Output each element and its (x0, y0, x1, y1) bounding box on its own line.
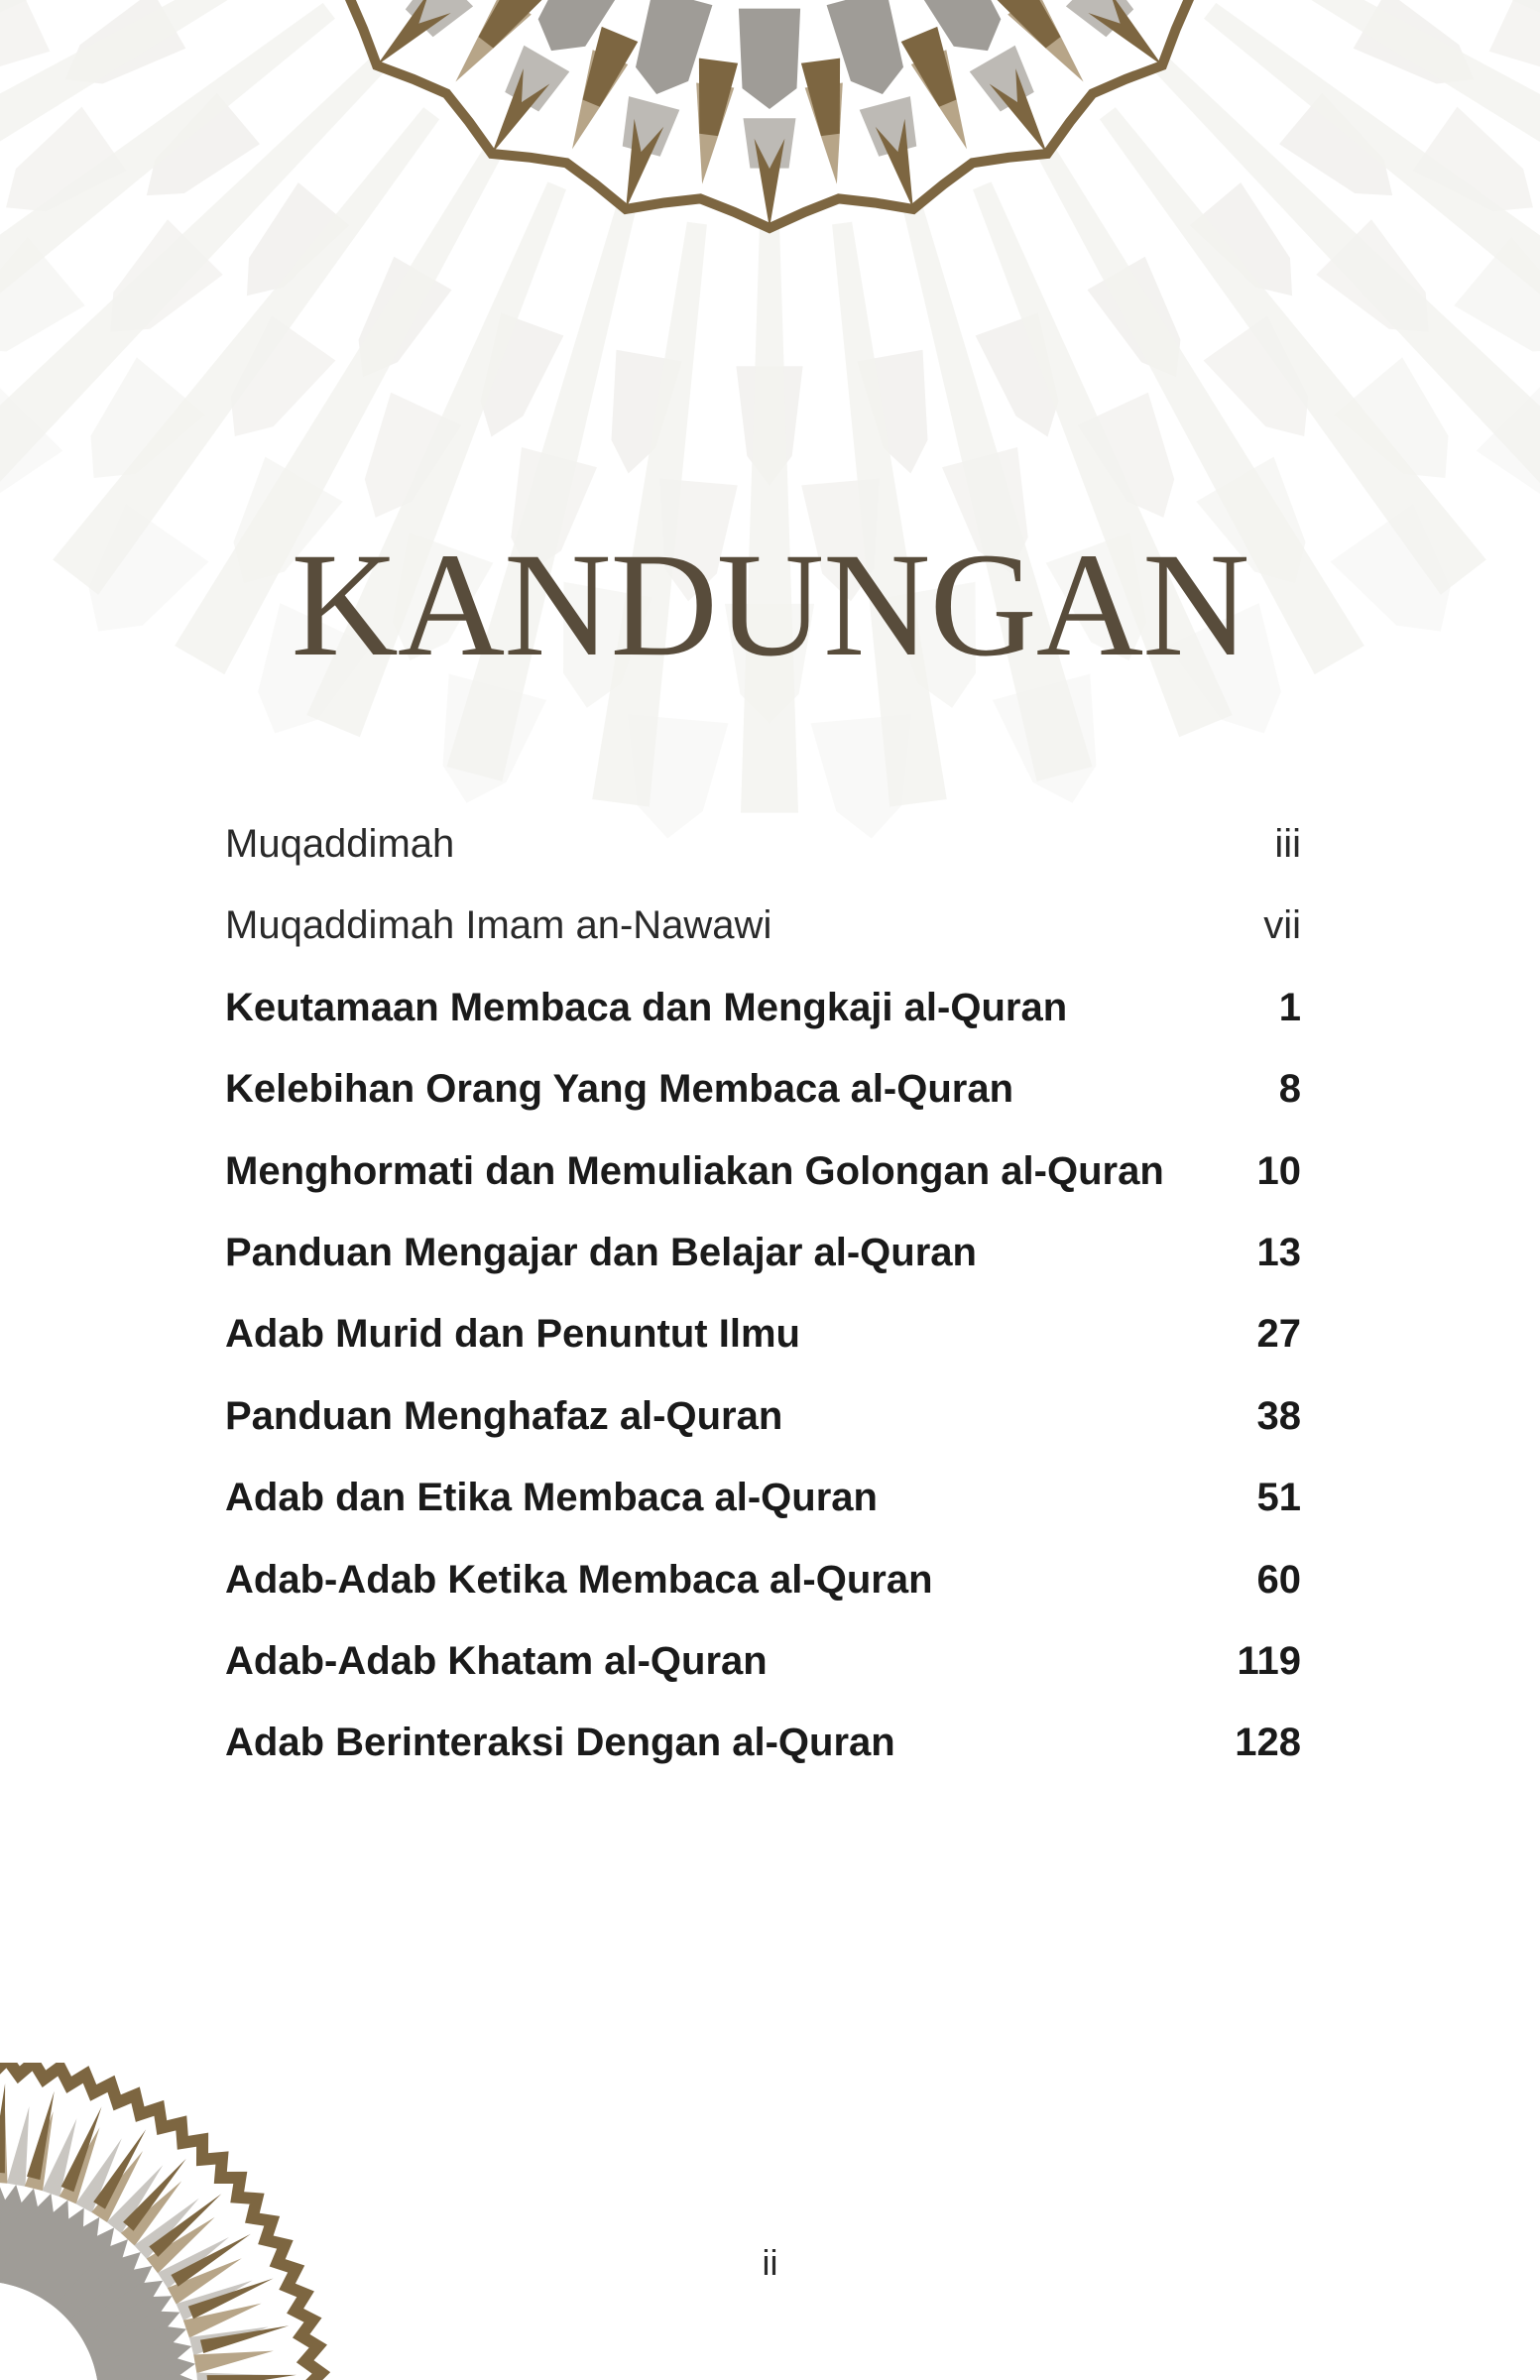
toc-entry-page: 10 (1256, 1148, 1301, 1193)
toc-entry-label: Keutamaan Membaca dan Mengkaji al-Quran (225, 985, 1068, 1029)
toc-entry[interactable] (225, 1212, 1301, 1293)
toc-entry[interactable] (225, 1457, 1301, 1538)
toc-entry-label: Menghormati dan Memuliakan Golongan al-Quran (225, 1148, 1164, 1193)
toc-entry[interactable] (225, 1048, 1301, 1130)
toc-entry[interactable] (225, 1293, 1301, 1374)
toc-entry-page: 27 (1256, 1312, 1301, 1357)
toc-entry-label: Adab Berinteraksi Dengan al-Quran (225, 1721, 895, 1765)
page-title: KANDUNGAN (291, 523, 1249, 687)
toc-entry[interactable] (225, 967, 1301, 1048)
toc-entry-page: 13 (1256, 1230, 1301, 1274)
toc-entry-label: Adab Murid dan Penuntut Ilmu (225, 1312, 800, 1357)
toc-entry[interactable] (225, 1539, 1301, 1620)
toc-entry-page: vii (1263, 903, 1301, 948)
toc-entry-page: 119 (1237, 1638, 1301, 1683)
toc-entry-page: 60 (1256, 1557, 1301, 1602)
toc-entry-label: Adab-Adab Ketika Membaca al-Quran (225, 1557, 933, 1602)
toc-entry[interactable] (225, 1130, 1301, 1212)
toc-entry[interactable] (225, 803, 1301, 885)
table-of-contents (225, 803, 1301, 1784)
toc-entry-page: 51 (1256, 1476, 1301, 1520)
toc-entry-page: iii (1274, 822, 1301, 866)
toc-entry-page: 38 (1256, 1393, 1301, 1438)
toc-entry[interactable] (225, 885, 1301, 966)
toc-entry-label: Adab dan Etika Membaca al-Quran (225, 1476, 878, 1520)
toc-entry[interactable] (225, 1375, 1301, 1457)
toc-entry[interactable] (225, 1620, 1301, 1702)
top-geometric-ornament (0, 0, 1540, 892)
toc-entry-label: Muqaddimah Imam an-Nawawi (225, 903, 772, 948)
toc-entry-label: Muqaddimah (225, 822, 455, 866)
toc-entry-label: Panduan Mengajar dan Belajar al-Quran (225, 1230, 977, 1274)
bottom-left-corner-ornament (0, 2063, 357, 2380)
toc-entry[interactable] (225, 1702, 1301, 1783)
toc-entry-page: 1 (1278, 985, 1301, 1029)
page-number: ii (762, 2242, 778, 2283)
toc-entry-page: 8 (1278, 1067, 1301, 1112)
toc-entry-label: Kelebihan Orang Yang Membaca al-Quran (225, 1067, 1014, 1112)
toc-entry-label: Panduan Menghafaz al-Quran (225, 1393, 783, 1438)
toc-entry-page: 128 (1235, 1721, 1301, 1765)
toc-entry-label: Adab-Adab Khatam al-Quran (225, 1638, 768, 1683)
